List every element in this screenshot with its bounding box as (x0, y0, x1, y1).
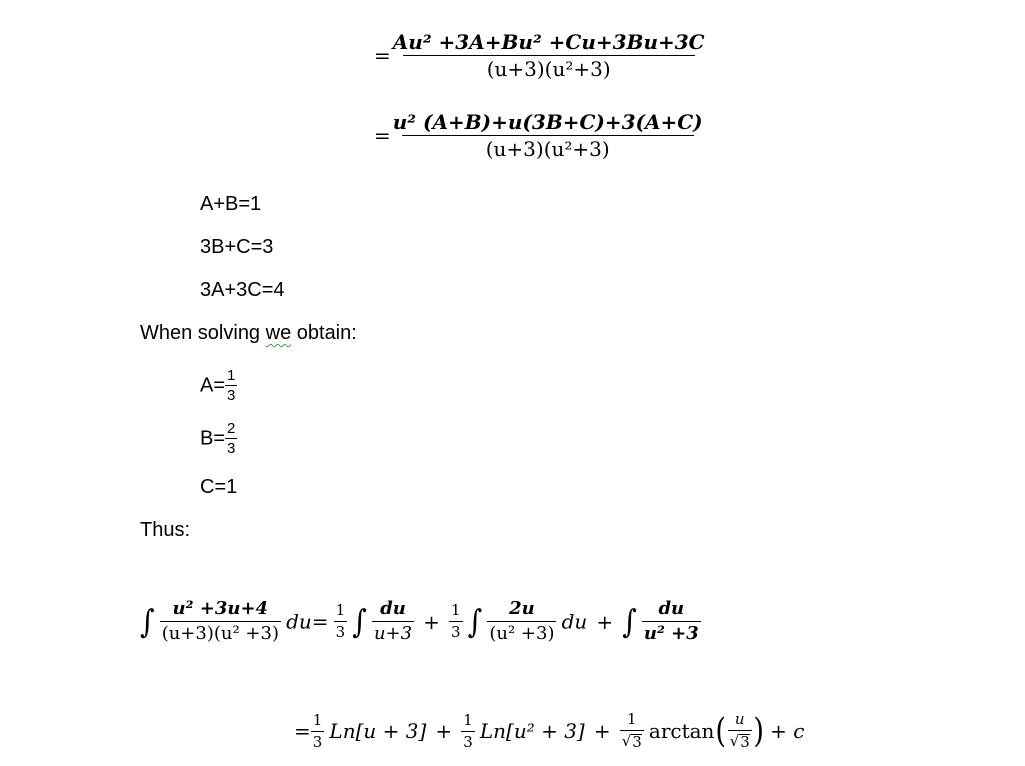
numerator: du (658, 598, 685, 619)
equals-sign: = (374, 123, 391, 148)
integral-sign: ∫ (140, 601, 155, 640)
numerator: 1 (463, 710, 473, 729)
sqrt-symbol: √ (621, 732, 632, 750)
numerator: 2 (227, 420, 236, 437)
numerator: 1 (312, 710, 323, 729)
integral-sign: ∫ (352, 601, 367, 640)
denominator: u² +3 (643, 623, 699, 644)
numerator: u² +3u+4 (172, 598, 269, 619)
fraction (487, 600, 556, 643)
numerator: du (380, 598, 406, 619)
solving-sentence (140, 321, 357, 345)
denominator: 3 (227, 387, 236, 404)
sqrt-symbol: √ (729, 732, 740, 750)
denominator: 3 (312, 732, 323, 751)
equals-sign: = (374, 43, 391, 68)
numerator: 1 (227, 367, 236, 384)
integral-sign: ∫ (622, 601, 637, 640)
equation-3b-plus-c: 3B+C=3 (200, 236, 274, 258)
integral-sign: ∫ (467, 601, 483, 640)
denominator: (u² +3) (489, 623, 555, 644)
solution-c: C=1 (200, 476, 238, 498)
differential: du (561, 609, 588, 634)
differential: du= (286, 609, 329, 634)
fraction (225, 421, 237, 456)
denominator: (u+3)(u²+3) (403, 55, 695, 79)
denominator (728, 730, 752, 750)
label: B= (200, 427, 226, 450)
arctan-function: arctan (648, 719, 715, 743)
fraction (391, 112, 705, 159)
denominator: (u+3)(u²+3) (402, 135, 694, 159)
equation-line-2 (374, 112, 705, 159)
spellcheck-word: we (265, 322, 292, 344)
coefficient-fraction (620, 712, 644, 750)
thus-label: Thus: (140, 519, 191, 541)
numerator: u² (A+B)+u(3B+C)+3(A+C) (392, 110, 703, 134)
equation-line-1 (374, 32, 707, 79)
text-segment: obtain: (291, 322, 357, 344)
left-paren: ( (715, 711, 727, 751)
plus-sign: + (593, 719, 611, 743)
denominator: 3 (335, 623, 346, 641)
plus-sign: + (423, 609, 440, 634)
log-term: Ln[u² + 3] (479, 719, 585, 743)
numerator: u (734, 710, 745, 728)
radicand: 3 (632, 733, 642, 751)
fraction (728, 712, 752, 750)
plus-sign: + (435, 719, 453, 743)
numerator: 1 (451, 601, 461, 619)
result-equation (294, 712, 804, 750)
denominator: 3 (451, 623, 461, 641)
denominator: 3 (463, 732, 473, 751)
denominator: 3 (227, 440, 236, 457)
right-paren: ) (753, 711, 764, 751)
coefficient-fraction (311, 710, 325, 751)
equals-sign: = (294, 719, 311, 743)
numerator: Au² +3A+Bu² +Cu+3Bu+3C (392, 30, 705, 54)
fraction (391, 32, 707, 79)
plus-sign: + (596, 609, 614, 634)
radicand: 3 (740, 733, 750, 751)
text-segment: When solving (140, 322, 266, 344)
numerator: 2u (509, 598, 535, 619)
fraction (642, 600, 701, 643)
coefficient-fraction (334, 603, 348, 640)
fraction (372, 600, 414, 643)
numerator: 1 (626, 710, 637, 728)
log-term: Ln[u + 3] (329, 719, 427, 743)
denominator: u+3 (373, 623, 413, 644)
denominator (620, 730, 644, 750)
numerator: 1 (335, 601, 346, 619)
solution-b (200, 421, 237, 456)
label: A= (200, 374, 226, 397)
constant-term: + c (770, 719, 805, 743)
coefficient-fraction (461, 710, 475, 751)
equation-3a-plus-3c: 3A+3C=4 (200, 279, 285, 301)
solution-a (200, 368, 237, 403)
coefficient-fraction (449, 603, 463, 640)
denominator: (u+3)(u² +3) (161, 623, 279, 644)
integral-equation (140, 600, 701, 643)
fraction (160, 600, 281, 643)
equation-a-plus-b: A+B=1 (200, 193, 262, 215)
fraction (225, 368, 237, 403)
